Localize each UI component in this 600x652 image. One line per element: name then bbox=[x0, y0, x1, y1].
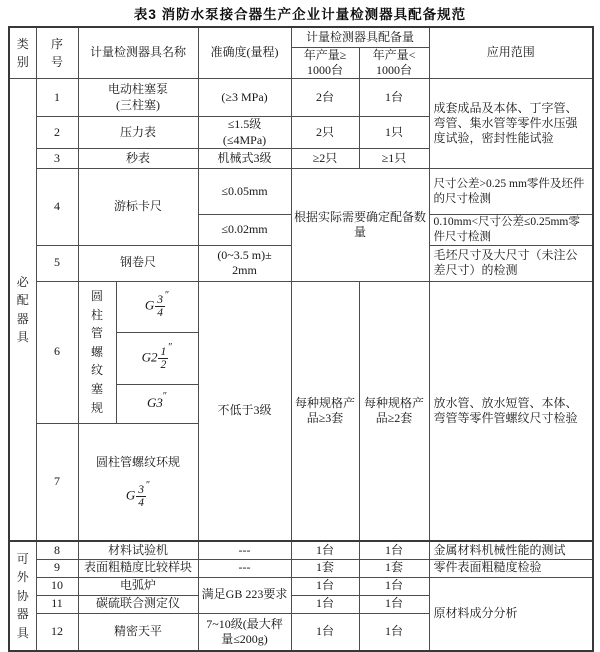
row3-index: 3 bbox=[36, 149, 78, 169]
rows6-7-qty-low: 每种规格产品≥2套 bbox=[359, 281, 429, 541]
rows4-5-quantity: 根据实际需要确定配备数量 bbox=[291, 169, 429, 281]
header-accuracy: 准确度(量程) bbox=[198, 27, 291, 79]
row4-application-b: 0.10mm<尺寸公差≤0.25mm零件尺寸检测 bbox=[429, 215, 593, 245]
rows6-7-qty-high: 每种规格产品≥3套 bbox=[291, 281, 359, 541]
row11-index: 11 bbox=[36, 595, 78, 613]
row6-spec-g3: G3″ bbox=[116, 384, 198, 423]
row6-spec-g2half: G2 $\frac{1}{2}$ ″ bbox=[116, 332, 198, 384]
row10-index: 10 bbox=[36, 577, 78, 595]
header-category: 类别 bbox=[9, 27, 36, 79]
rows1-3-application: 成套成品及本体、丁字管、弯管、集水管等零件水压强度试验，密封性能试验 bbox=[429, 79, 593, 169]
row4-accuracy-b: ≤0.02mm bbox=[198, 215, 291, 245]
row8-application: 金属材料机械性能的测试 bbox=[429, 541, 593, 559]
row10-qty-low: 1台 bbox=[359, 577, 429, 595]
row5-application: 毛坯尺寸及大尺寸（未注公差尺寸）的检测 bbox=[429, 245, 593, 281]
table-row bbox=[9, 559, 593, 577]
row7-name-text: 圆柱管螺纹环规 bbox=[96, 454, 181, 469]
row11-qty-low: 1台 bbox=[359, 595, 429, 613]
row3-qty-high: ≥2只 bbox=[291, 149, 359, 169]
row2-name: 压力表 bbox=[78, 117, 198, 149]
row1-qty-high: 2台 bbox=[291, 79, 359, 117]
rows10-12-application: 原材料成分分析 bbox=[429, 577, 593, 651]
row5-index: 5 bbox=[36, 245, 78, 281]
row12-index: 12 bbox=[36, 613, 78, 651]
row9-accuracy: --- bbox=[198, 559, 291, 577]
row6-name-vertical: 圆柱管螺纹塞规 bbox=[78, 281, 116, 423]
header-qty-high: 年产量≥ 1000台 bbox=[291, 47, 359, 79]
row4-index: 4 bbox=[36, 169, 78, 245]
table-row bbox=[9, 541, 593, 559]
inch-mark: ″ bbox=[145, 480, 151, 492]
row7-name bbox=[78, 423, 198, 541]
row5-name: 钢卷尺 bbox=[78, 245, 198, 281]
row7-index: 7 bbox=[36, 423, 78, 541]
row9-name: 表面粗糙度比较样块 bbox=[78, 559, 198, 577]
table-row bbox=[9, 577, 593, 595]
table-row bbox=[9, 79, 593, 117]
row1-index: 1 bbox=[36, 79, 78, 117]
row6-spec-g34: G $\frac{3}{4}$ ″ bbox=[116, 281, 198, 332]
header-qty-low: 年产量< 1000台 bbox=[359, 47, 429, 79]
row8-name: 材料试验机 bbox=[78, 541, 198, 559]
row4-accuracy-a: ≤0.05mm bbox=[198, 169, 291, 215]
row9-qty-high: 1套 bbox=[291, 559, 359, 577]
row4-name: 游标卡尺 bbox=[78, 169, 198, 245]
row2-qty-low: 1只 bbox=[359, 117, 429, 149]
row12-qty-high: 1台 bbox=[291, 613, 359, 651]
row8-accuracy: --- bbox=[198, 541, 291, 559]
row9-qty-low: 1套 bbox=[359, 559, 429, 577]
row10-qty-high: 1台 bbox=[291, 577, 359, 595]
row12-qty-low: 1台 bbox=[359, 613, 429, 651]
row1-name: 电动柱塞泵 (三柱塞) bbox=[78, 79, 198, 117]
row5-accuracy: (0~3.5 m)± 2mm bbox=[198, 245, 291, 281]
row3-qty-low: ≥1只 bbox=[359, 149, 429, 169]
rows6-7-accuracy: 不低于3级 bbox=[198, 281, 291, 541]
header-application: 应用范围 bbox=[429, 27, 593, 79]
row2-index: 2 bbox=[36, 117, 78, 149]
equipment-spec-table bbox=[8, 26, 594, 652]
row7-spec-g34: G $\frac{3}{4}$ ″ bbox=[125, 480, 151, 510]
rows6-7-application: 放水管、放水短管、本体、弯管等零件管螺纹尺寸检验 bbox=[429, 281, 593, 541]
row1-qty-low: 1台 bbox=[359, 79, 429, 117]
row8-qty-low: 1台 bbox=[359, 541, 429, 559]
category-outsourced: 可外协器具 bbox=[9, 541, 36, 651]
row12-name: 精密天平 bbox=[78, 613, 198, 651]
row2-qty-high: 2只 bbox=[291, 117, 359, 149]
row9-application: 零件表面粗糙度检验 bbox=[429, 559, 593, 577]
table-title: 表3 消防水泵接合器生产企业计量检测器具配备规范 bbox=[133, 7, 467, 22]
header-index: 序号 bbox=[36, 27, 78, 79]
row11-qty-high: 1台 bbox=[291, 595, 359, 613]
row8-qty-high: 1台 bbox=[291, 541, 359, 559]
row9-index: 9 bbox=[36, 559, 78, 577]
category-required: 必配器具 bbox=[9, 79, 36, 541]
row10-name: 电弧炉 bbox=[78, 577, 198, 595]
row8-index: 8 bbox=[36, 541, 78, 559]
row3-name: 秒表 bbox=[78, 149, 198, 169]
rows10-11-accuracy: 满足GB 223要求 bbox=[198, 577, 291, 613]
inch-mark: ″ bbox=[168, 341, 173, 353]
row3-accuracy: 机械式3级 bbox=[198, 149, 291, 169]
header-row-1 bbox=[9, 27, 593, 47]
row2-accuracy: ≤1.5级 (≤4MPa) bbox=[198, 117, 291, 149]
header-quantity-group: 计量检测器具配备量 bbox=[291, 27, 429, 47]
row11-name: 碳硫联合测定仪 bbox=[78, 595, 198, 613]
row12-accuracy: 7~10级(最大秤量≤200g) bbox=[198, 613, 291, 651]
inch-mark: ″ bbox=[162, 391, 168, 403]
row6-index: 6 bbox=[36, 281, 78, 423]
row1-accuracy: (≥3 MPa) bbox=[198, 79, 291, 117]
header-instrument-name: 计量检测器具名称 bbox=[78, 27, 198, 79]
table-row bbox=[9, 281, 593, 332]
row4-application-a: 尺寸公差>0.25 mm零件及坯件的尺寸检测 bbox=[429, 169, 593, 215]
inch-mark: ″ bbox=[164, 290, 170, 302]
table-row bbox=[9, 169, 593, 215]
